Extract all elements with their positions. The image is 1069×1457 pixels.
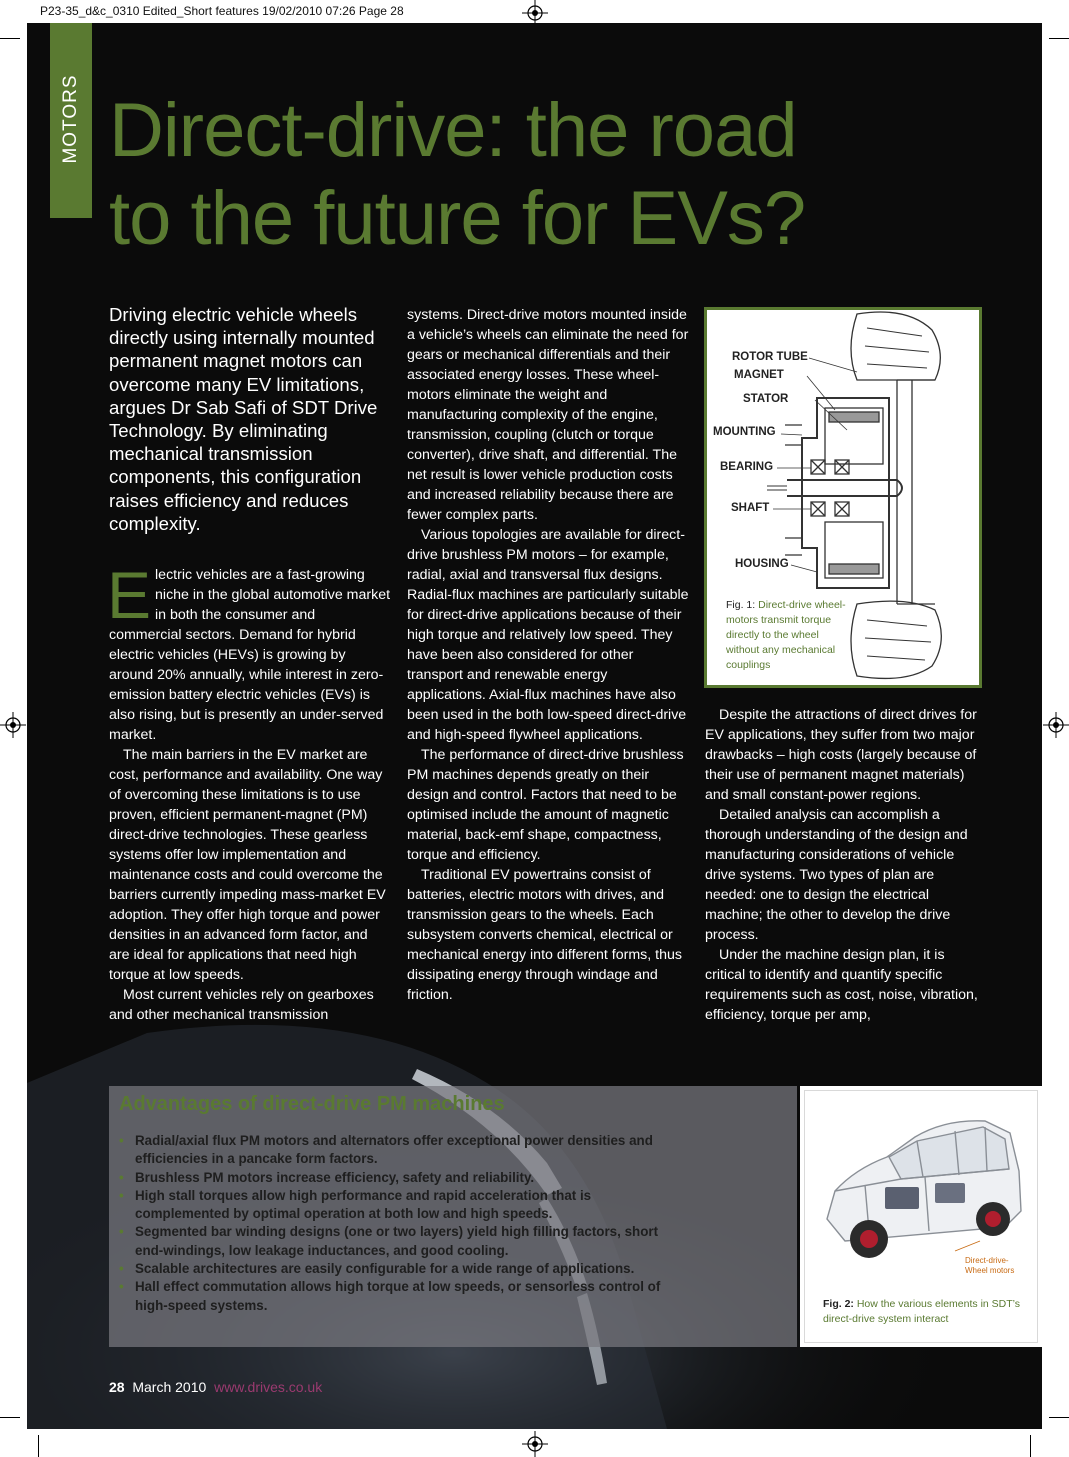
- body-paragraph: Traditional EV powertrains consist of batteries, electric motors with drives, and transmission gears to the wheels. Each subsystem converts chemical, electrical or mechanical energy into different forms, thus dissipating energy through windage and friction.: [407, 867, 682, 1003]
- website-link[interactable]: www.drives.co.uk: [214, 1379, 323, 1395]
- figure-1-caption: Fig. 1: Direct-drive wheel-motors transmit torque directly to the wheel without any mechanical couplings: [726, 599, 846, 671]
- body-paragraph: Most current vehicles rely on gearboxes and other mechanical transmission: [109, 987, 374, 1023]
- page-footer: [109, 1379, 322, 1395]
- figure-2-caption: Fig. 2: How the various elements in SDT’s direct-drive system interact: [823, 1298, 1021, 1325]
- issue-date: March 2010: [132, 1379, 207, 1395]
- registration-mark-icon: [522, 1431, 548, 1457]
- page-number: 28: [109, 1379, 125, 1395]
- list-item: • Radial/axial flux PM motors and alternators offer exceptional power densities and efficiencies in a pancake form factors.: [117, 1132, 677, 1169]
- body-paragraph: Detailed analysis can accomplish a thorough understanding of the design and manufacturing considerations of vehicle drive systems. Two types of plan are needed: one to design the electrical machine; the other to develop the drive process.: [705, 807, 968, 943]
- list-item: • Hall effect commutation allows high torque at low speeds, or sensorless control of high-speed systems.: [117, 1278, 677, 1315]
- headline-line-1: Direct-drive: the road: [109, 88, 797, 173]
- label-mounting: MOUNTING: [713, 426, 776, 438]
- registration-mark-icon: [0, 712, 26, 738]
- section-tab-label: MOTORS: [60, 74, 81, 164]
- headline: [109, 87, 1009, 263]
- body-paragraph: Under the machine design plan, it is critical to identify and quantify specific requirements such as cost, noise, vibration, efficiency, torque per amp,: [705, 947, 978, 1023]
- advantages-heading: Advantages of direct-drive PM machines: [119, 1093, 505, 1115]
- body-paragraph: Various topologies are available for direct-drive brushless PM motors – for example, radial, axial and transversal flux designs. Radial-flux machines are particularly suitable for direct-drive applications because of their high torque and relatively low speed. They have been also considered for other transport and renewable energy applications. Axial-flux machines have also been used in the both low-speed direct-drive and high-speed flywheel applications.: [407, 527, 689, 743]
- label-shaft: SHAFT: [731, 502, 770, 514]
- body-column-1: [107, 558, 391, 1025]
- figure-1: [704, 307, 982, 688]
- body-column-3: [705, 705, 983, 1025]
- car-label: Direct-drive- Wheel motors: [965, 1256, 1015, 1275]
- registration-mark-icon: [1043, 712, 1069, 738]
- figure-2: [800, 1086, 1042, 1347]
- body-paragraph: The main barriers in the EV market are cost, performance and availability. One way of overcoming these limitations is to use proven, efficient permanent-magnet (PM) direct-drive technologies. These gearless systems offer low implementation and maintenance costs and could overcome the barriers currently impeding mass-market EV adoption. They offer high torque and power densities in an advanced form factor, and are ideal for applications that need high torque at low speeds.: [109, 747, 386, 983]
- crop-mark: [0, 38, 20, 39]
- label-magnet: MAGNET: [734, 369, 784, 381]
- label-rotor-tube: ROTOR TUBE: [732, 351, 808, 363]
- list-item: • Brushless PM motors increase efficiency, safety and reliability.: [117, 1169, 677, 1187]
- advantages-box: [109, 1086, 797, 1347]
- body-paragraph: The performance of direct-drive brushless PM machines depends greatly on their design and control. Factors that need to be optimised include the amount of magnetic material, back-emf shape, compactness, torque and efficiency.: [407, 747, 684, 863]
- body-paragraph: Electric vehicles are a fast-growing niche in the global automotive market in both the consumer and commercial sectors. Demand for hybrid electric vehicles (HEVs) is growing by around 20% annually, while interest in zero-emission battery electric vehicles (EVs) is also rising, but is presently an under-served market.: [107, 558, 391, 743]
- drop-cap: E: [107, 558, 152, 632]
- body-paragraph: Despite the attractions of direct drives for EV applications, they suffer from two major drawbacks – high costs (largely because of their use of permanent magnet materials) and small constant-power regions.: [705, 707, 977, 803]
- body-paragraph: systems. Direct-drive motors mounted inside a vehicle’s wheels can eliminate the need for gears or mechanical differentials and their associated energy losses. These wheel-motors eliminate the weight and manufacturing complexity of the engine, transmission, coupling (clutch or torque converter), drive shaft, and differential. The net result is lower vehicle production costs and increased reliability because there are fewer complex parts.: [407, 307, 689, 523]
- standfirst: Driving electric vehicle wheels directly using internally mounted permanent magnet motors can overcome many EV limitations, argues Dr Sab Safi of SDT Drive Technology. By eliminating mechanical transmission components, this configuration raises efficiency and reduces complexity.: [109, 304, 378, 534]
- label-housing: HOUSING: [735, 558, 789, 570]
- body-column-2: [407, 305, 689, 1005]
- crop-mark: [1030, 1435, 1031, 1457]
- crop-mark: [1049, 1417, 1069, 1418]
- crop-mark: [1049, 38, 1069, 39]
- crop-mark: [0, 1417, 20, 1418]
- crop-mark: [38, 1435, 39, 1457]
- label-stator: STATOR: [743, 393, 789, 405]
- list-item: • Segmented bar winding designs (one or two layers) yield high filling factors, short end-windings, low leakage inductances, and good cooling.: [117, 1223, 677, 1260]
- list-item: • Scalable architectures are easily configurable for a wide range of applications.: [117, 1260, 677, 1278]
- print-slug: P23-35_d&c_0310 Edited_Short features 19/02/2010 07:26 Page 28: [40, 4, 404, 18]
- list-item: • High stall torques allow high performance and rapid acceleration that is complemented by optimal operation at both low and high speeds.: [117, 1187, 677, 1224]
- magazine-page: [27, 23, 1042, 1429]
- label-bearing: BEARING: [720, 461, 774, 473]
- headline-line-2: to the future for EVs?: [109, 176, 806, 261]
- advantages-list: [117, 1132, 677, 1315]
- section-tab: [50, 23, 92, 218]
